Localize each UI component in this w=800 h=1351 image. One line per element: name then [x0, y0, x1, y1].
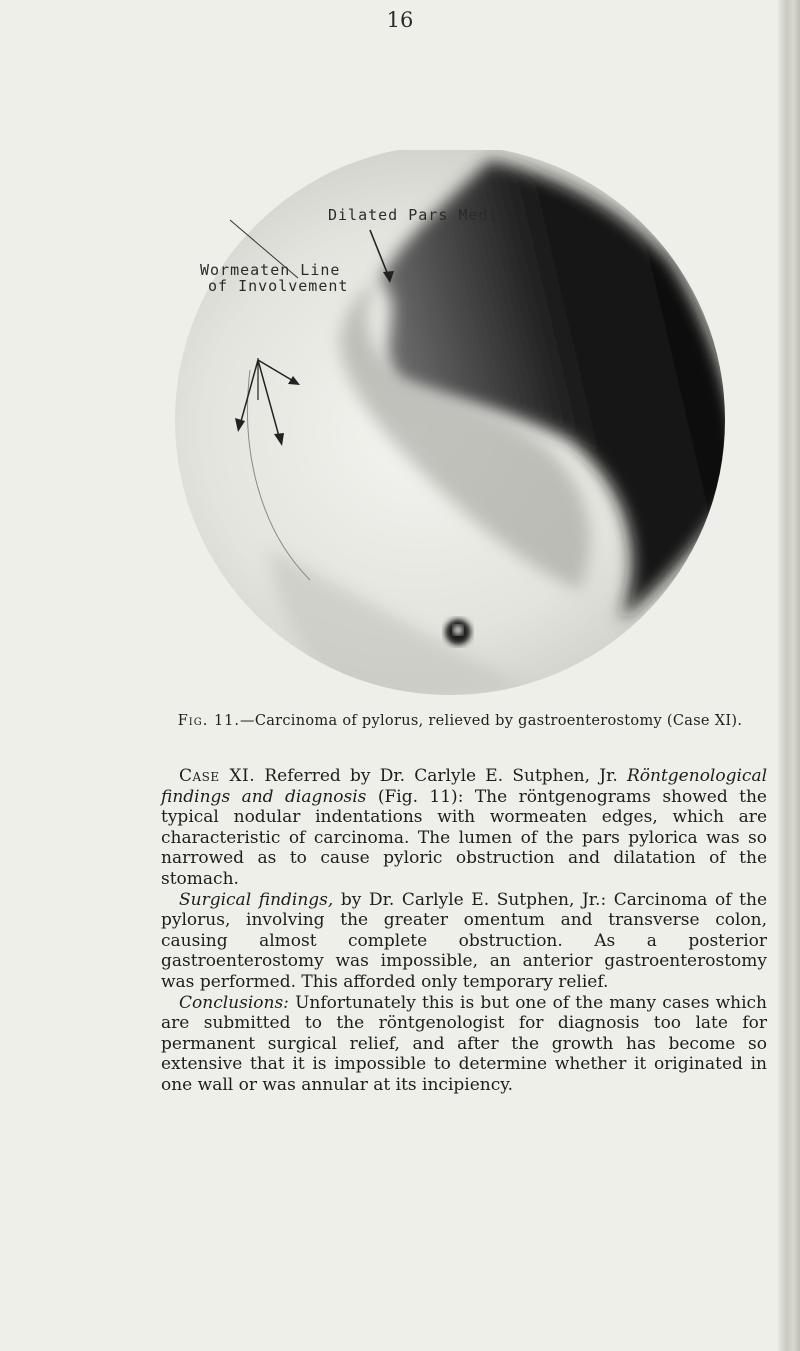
roentgen-text: (Fig. 11): The röntgenograms showed the typical nodular indentations with wormeaten edges, which are characteristic of carcinoma. The lumen of the pars pylorica was so narrowed as to cause pyloric obstruction and dilatation of the stomach. — [161, 786, 767, 889]
surgical-text: by Dr. Carlyle E. Sutphen, Jr.: Carcinoma of the pylorus, involving the greater omentum and transverse colon, causing almost complete obstruction. As a posterior gastroenterostomy was impossible, an anterior gastroenterostomy was performed. This afforded only temporary relief. — [161, 889, 767, 992]
paragraph-conclusions — [161, 993, 767, 1096]
case-heading: Case XI. — [179, 766, 256, 786]
paragraph-roentgen — [161, 766, 767, 890]
surgical-label: Surgical findings, — [179, 889, 334, 910]
xray-figure — [150, 150, 750, 710]
figure-caption — [150, 713, 770, 730]
case-referral: Referred by Dr. Carlyle E. Sutphen, Jr. — [255, 766, 618, 786]
annotation-wormeaten-line: Wormeaten Line — [200, 261, 341, 279]
page-edge — [778, 0, 800, 1351]
xray-image — [150, 150, 750, 710]
page-number: 16 — [386, 8, 414, 32]
caption-text: —Carcinoma of pylorus, relieved by gastroenterostomy (Case XI). — [240, 713, 743, 729]
paragraph-surgical — [161, 890, 767, 993]
case-text — [161, 766, 767, 1096]
annotation-of-involvement: of Involvement — [208, 277, 349, 295]
conclusions-label: Conclusions: — [179, 992, 289, 1013]
annotation-dilated-pars-media: Dilated Pars Media — [328, 206, 509, 224]
conclusions-text: Unfortunately this is but one of the many cases which are submitted to the röntgenologist for diagnosis too late for permanent surgical relief, and after the growth has become so extensive that it is impossible to determine whether it originated in one wall or was annular at its incipiency. — [161, 992, 767, 1095]
caption-label: Fig. 11. — [177, 713, 241, 729]
roentgen-label: Röntgenological findings and diagnosis — [161, 766, 768, 807]
